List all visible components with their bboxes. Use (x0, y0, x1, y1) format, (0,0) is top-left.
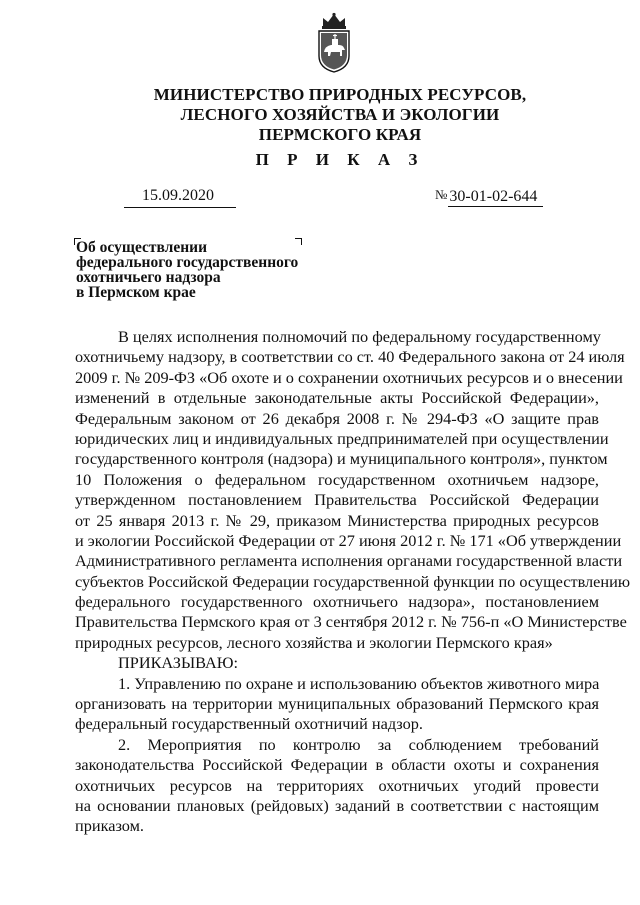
preamble-line: государственного контроля (надзора) и муниципального контроля», пунктом (75, 449, 608, 469)
perm-krai-coat-of-arms-icon (311, 12, 357, 74)
ministry-title-line-1: МИНИСТЕРСТВО ПРИРОДНЫХ РЕСУРСОВ, (153, 85, 527, 104)
preamble-line: и экологии Российской Федерации от 27 июня 2012 г. № 171 «Об утверждении (75, 530, 622, 550)
item-2-line: на основании плановых (рейдовых) заданий в соответствии с настоящим (75, 795, 599, 815)
ministry-title-line-2: ЛЕСНОГО ХОЗЯЙСТВА И ЭКОЛОГИИ (180, 105, 500, 124)
preamble-line: 2009 г. № 209-ФЗ «Об охоте и о сохранении охотничьих ресурсов и о внесении (75, 367, 623, 387)
ministry-title-line-3: ПЕРМСКОГО КРАЯ (258, 125, 422, 144)
document-body (75, 327, 630, 837)
document-number-value: 30-01-02-644 (448, 188, 543, 207)
preamble-line: федерального государственного охотничьего надзора», постановлением (75, 592, 599, 612)
preamble-line: юридических лиц и индивидуальных предпринимателей при осуществлении (75, 428, 609, 448)
item-2-line: приказом. (75, 816, 144, 836)
order-word: ПРИКАЗЫВАЮ: (118, 653, 238, 673)
preamble-line: охотничьему надзору, в соответствии со ст. 40 Федерального закона от 24 июля (75, 347, 625, 367)
item-2-line: 2. Мероприятия по контролю за соблюдением требований (118, 734, 599, 754)
preamble-line: Административного регламента исполнения органами государственной власти (75, 551, 623, 571)
item-2-line: охотничьих ресурсов на территориях охотничьих угодий провести (75, 775, 599, 795)
subject-line: Об осуществлении (76, 239, 208, 256)
item-2-line: законодательства Российской Федерации в области охоты и сохранения (75, 755, 599, 775)
document-number (435, 187, 543, 207)
document-date-value: 15.09.2020 (142, 187, 214, 204)
preamble-line: природных ресурсов, лесного хозяйства и экологии Пермского края» (75, 632, 553, 652)
preamble-line: 10 Положения о федеральном государственном охотничьем надзоре, (75, 469, 599, 489)
document-date (124, 187, 236, 208)
preamble-line: В целях исполнения полномочий по федеральному государственному (118, 327, 601, 346)
subject-line: в Пермском крае (76, 284, 196, 301)
preamble-line: Правительства Пермского края от 3 сентября 2012 г. № 756-п «О Министерстве (75, 612, 627, 632)
item-1-line: 1. Управлению по охране и использованию объектов животного мира (118, 673, 600, 693)
document-subject (76, 240, 316, 300)
preamble-line: от 25 января 2013 г. № 29, приказом Министерства природных ресурсов (75, 510, 599, 530)
document-type: П Р И К А З (255, 150, 425, 169)
ministry-title (100, 85, 580, 145)
subject-line: охотничьего надзора (76, 269, 221, 286)
item-1-line: федеральный государственный охотничий надзор. (75, 714, 423, 734)
number-sign: № (435, 187, 448, 202)
preamble-line: утвержденном постановлением Правительства Российской Федерации (75, 490, 599, 510)
preamble-line: Федеральным законом от 26 декабря 2008 г. № 294-ФЗ «О защите прав (75, 408, 599, 428)
preamble-line: изменений в отдельные законодательные акты Российской Федерации», (75, 388, 599, 408)
item-1-line: организовать на территории муниципальных образований Пермского края (75, 694, 599, 714)
preamble-line: субъектов Российской Федерации государственной функции по осуществлению (75, 571, 630, 591)
subject-line: федерального государственного (76, 254, 299, 271)
